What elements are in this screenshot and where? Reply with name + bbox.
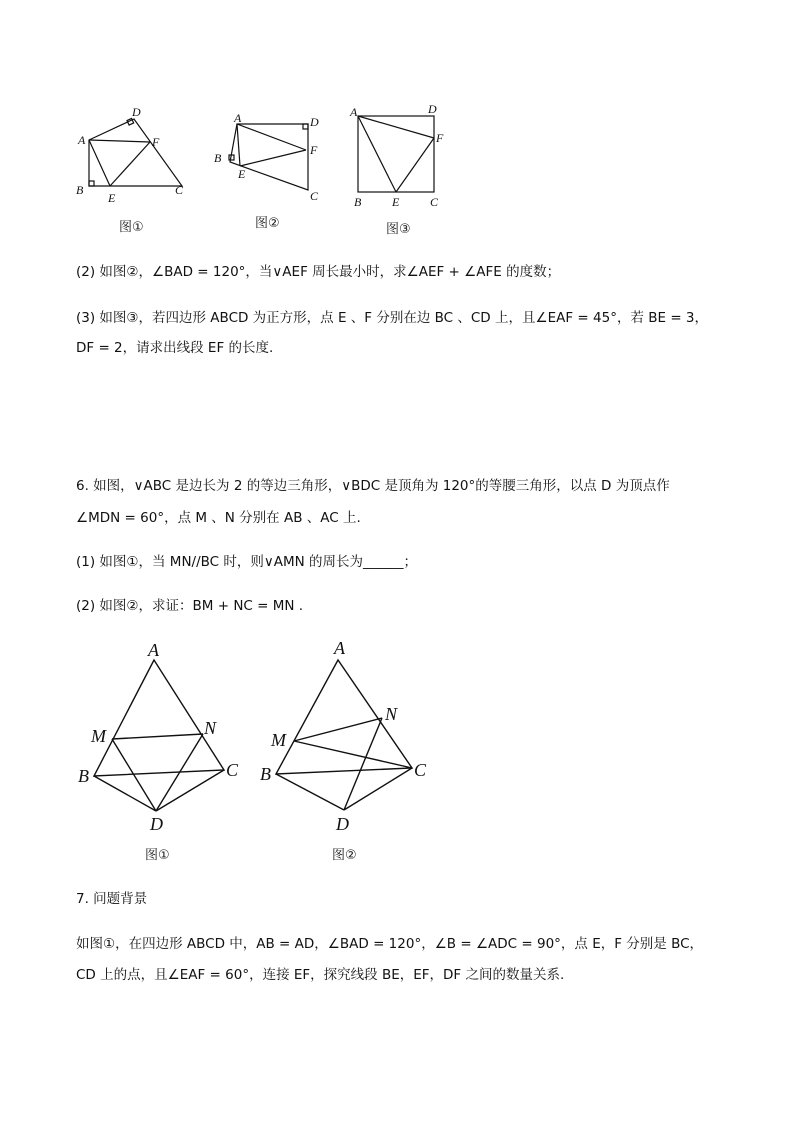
mid-fig1-label-m: M xyxy=(91,726,106,746)
fig1-label-c: C xyxy=(175,183,184,197)
fig3-label-a: A xyxy=(350,105,358,119)
q7-line2: CD 上的点，且∠EAF = 60°，连接 EF，探究线段 BE，EF，DF 之间的数量关系. xyxy=(76,967,565,983)
figure-1-top-caption: 图① xyxy=(119,220,144,235)
figure-1-mid xyxy=(76,636,251,840)
fig2-label-c: C xyxy=(310,189,319,203)
fig3-label-f: F xyxy=(436,131,444,145)
fig2-label-f: F xyxy=(310,143,318,157)
q6-stem-line1: 6. 如图，∨ABC 是边长为 2 的等边三角形，∨BDC 是顶角为 120°的等腰三角形，以点 D 为顶点作 xyxy=(76,478,670,494)
figure-1-mid-caption: 图① xyxy=(145,848,170,863)
figure-1-top-diagram xyxy=(70,104,195,204)
fig1-label-e: E xyxy=(108,191,116,204)
figure-1-top xyxy=(70,104,195,208)
fig2-label-b: B xyxy=(214,151,222,165)
mid-fig1-label-c: C xyxy=(226,760,239,780)
q5-part2: (2) 如图②，∠BAD = 120°，当∨AEF 周长最小时，求∠AEF + ∠AFE 的度数； xyxy=(76,264,561,280)
q5-part3-line1: (3) 如图③，若四边形 ABCD 为正方形，点 E 、F 分别在边 BC 、CD 上，且∠EAF = 45°，若 BE = 3， xyxy=(76,310,709,326)
figure-2-top xyxy=(210,108,330,212)
mid-fig1-label-d: D xyxy=(150,814,163,834)
mid-fig2-label-b: B xyxy=(260,764,271,784)
figure-2-top-diagram xyxy=(210,108,330,208)
mid-fig2-label-m: M xyxy=(271,730,286,750)
mid-fig2-label-d: D xyxy=(336,814,349,834)
fig3-label-e: E xyxy=(392,195,400,209)
mid-fig1-label-n: N xyxy=(204,718,217,738)
q7-heading: 7. 问题背景 xyxy=(76,891,148,907)
fig3-label-d: D xyxy=(428,102,437,116)
fig1-label-f: F xyxy=(152,135,160,149)
fig1-label-d: D xyxy=(132,105,141,119)
fig1-label-a: A xyxy=(78,133,86,147)
mid-fig1-label-b: B xyxy=(78,766,89,786)
q6-stem-line2: ∠MDN = 60°，点 M 、N 分别在 AB 、AC 上. xyxy=(76,510,361,526)
figure-3-top-caption: 图③ xyxy=(386,222,411,237)
figure-2-top-caption: 图② xyxy=(255,216,280,231)
q6-part2: (2) 如图②，求证：BM + NC = MN . xyxy=(76,598,304,614)
figure-3-top xyxy=(344,100,454,216)
figure-2-mid xyxy=(258,634,438,838)
fig2-label-d: D xyxy=(310,115,319,129)
mid-fig2-label-a: A xyxy=(334,638,345,658)
fig2-label-e: E xyxy=(238,167,246,181)
fig3-label-b: B xyxy=(354,195,362,209)
mid-fig1-label-a: A xyxy=(148,640,159,660)
figure-1-mid-diagram xyxy=(76,636,251,836)
mid-fig2-label-c: C xyxy=(414,760,427,780)
fig2-label-a: A xyxy=(234,111,242,125)
fig1-label-b: B xyxy=(76,183,84,197)
fig3-label-c: C xyxy=(430,195,439,209)
figure-3-top-diagram xyxy=(344,100,454,212)
figure-2-mid-diagram xyxy=(258,634,438,834)
mid-fig2-label-n: N xyxy=(385,704,398,724)
q6-part1: (1) 如图①，当 MN//BC 时，则∨AMN 的周长为______； xyxy=(76,554,418,570)
q5-part3-line2: DF = 2，请求出线段 EF 的长度. xyxy=(76,340,274,356)
q7-line1: 如图①，在四边形 ABCD 中，AB = AD，∠BAD = 120°，∠B = ∠ADC = 90°，点 E，F 分别是 BC， xyxy=(76,936,704,952)
figure-2-mid-caption: 图② xyxy=(332,848,357,863)
